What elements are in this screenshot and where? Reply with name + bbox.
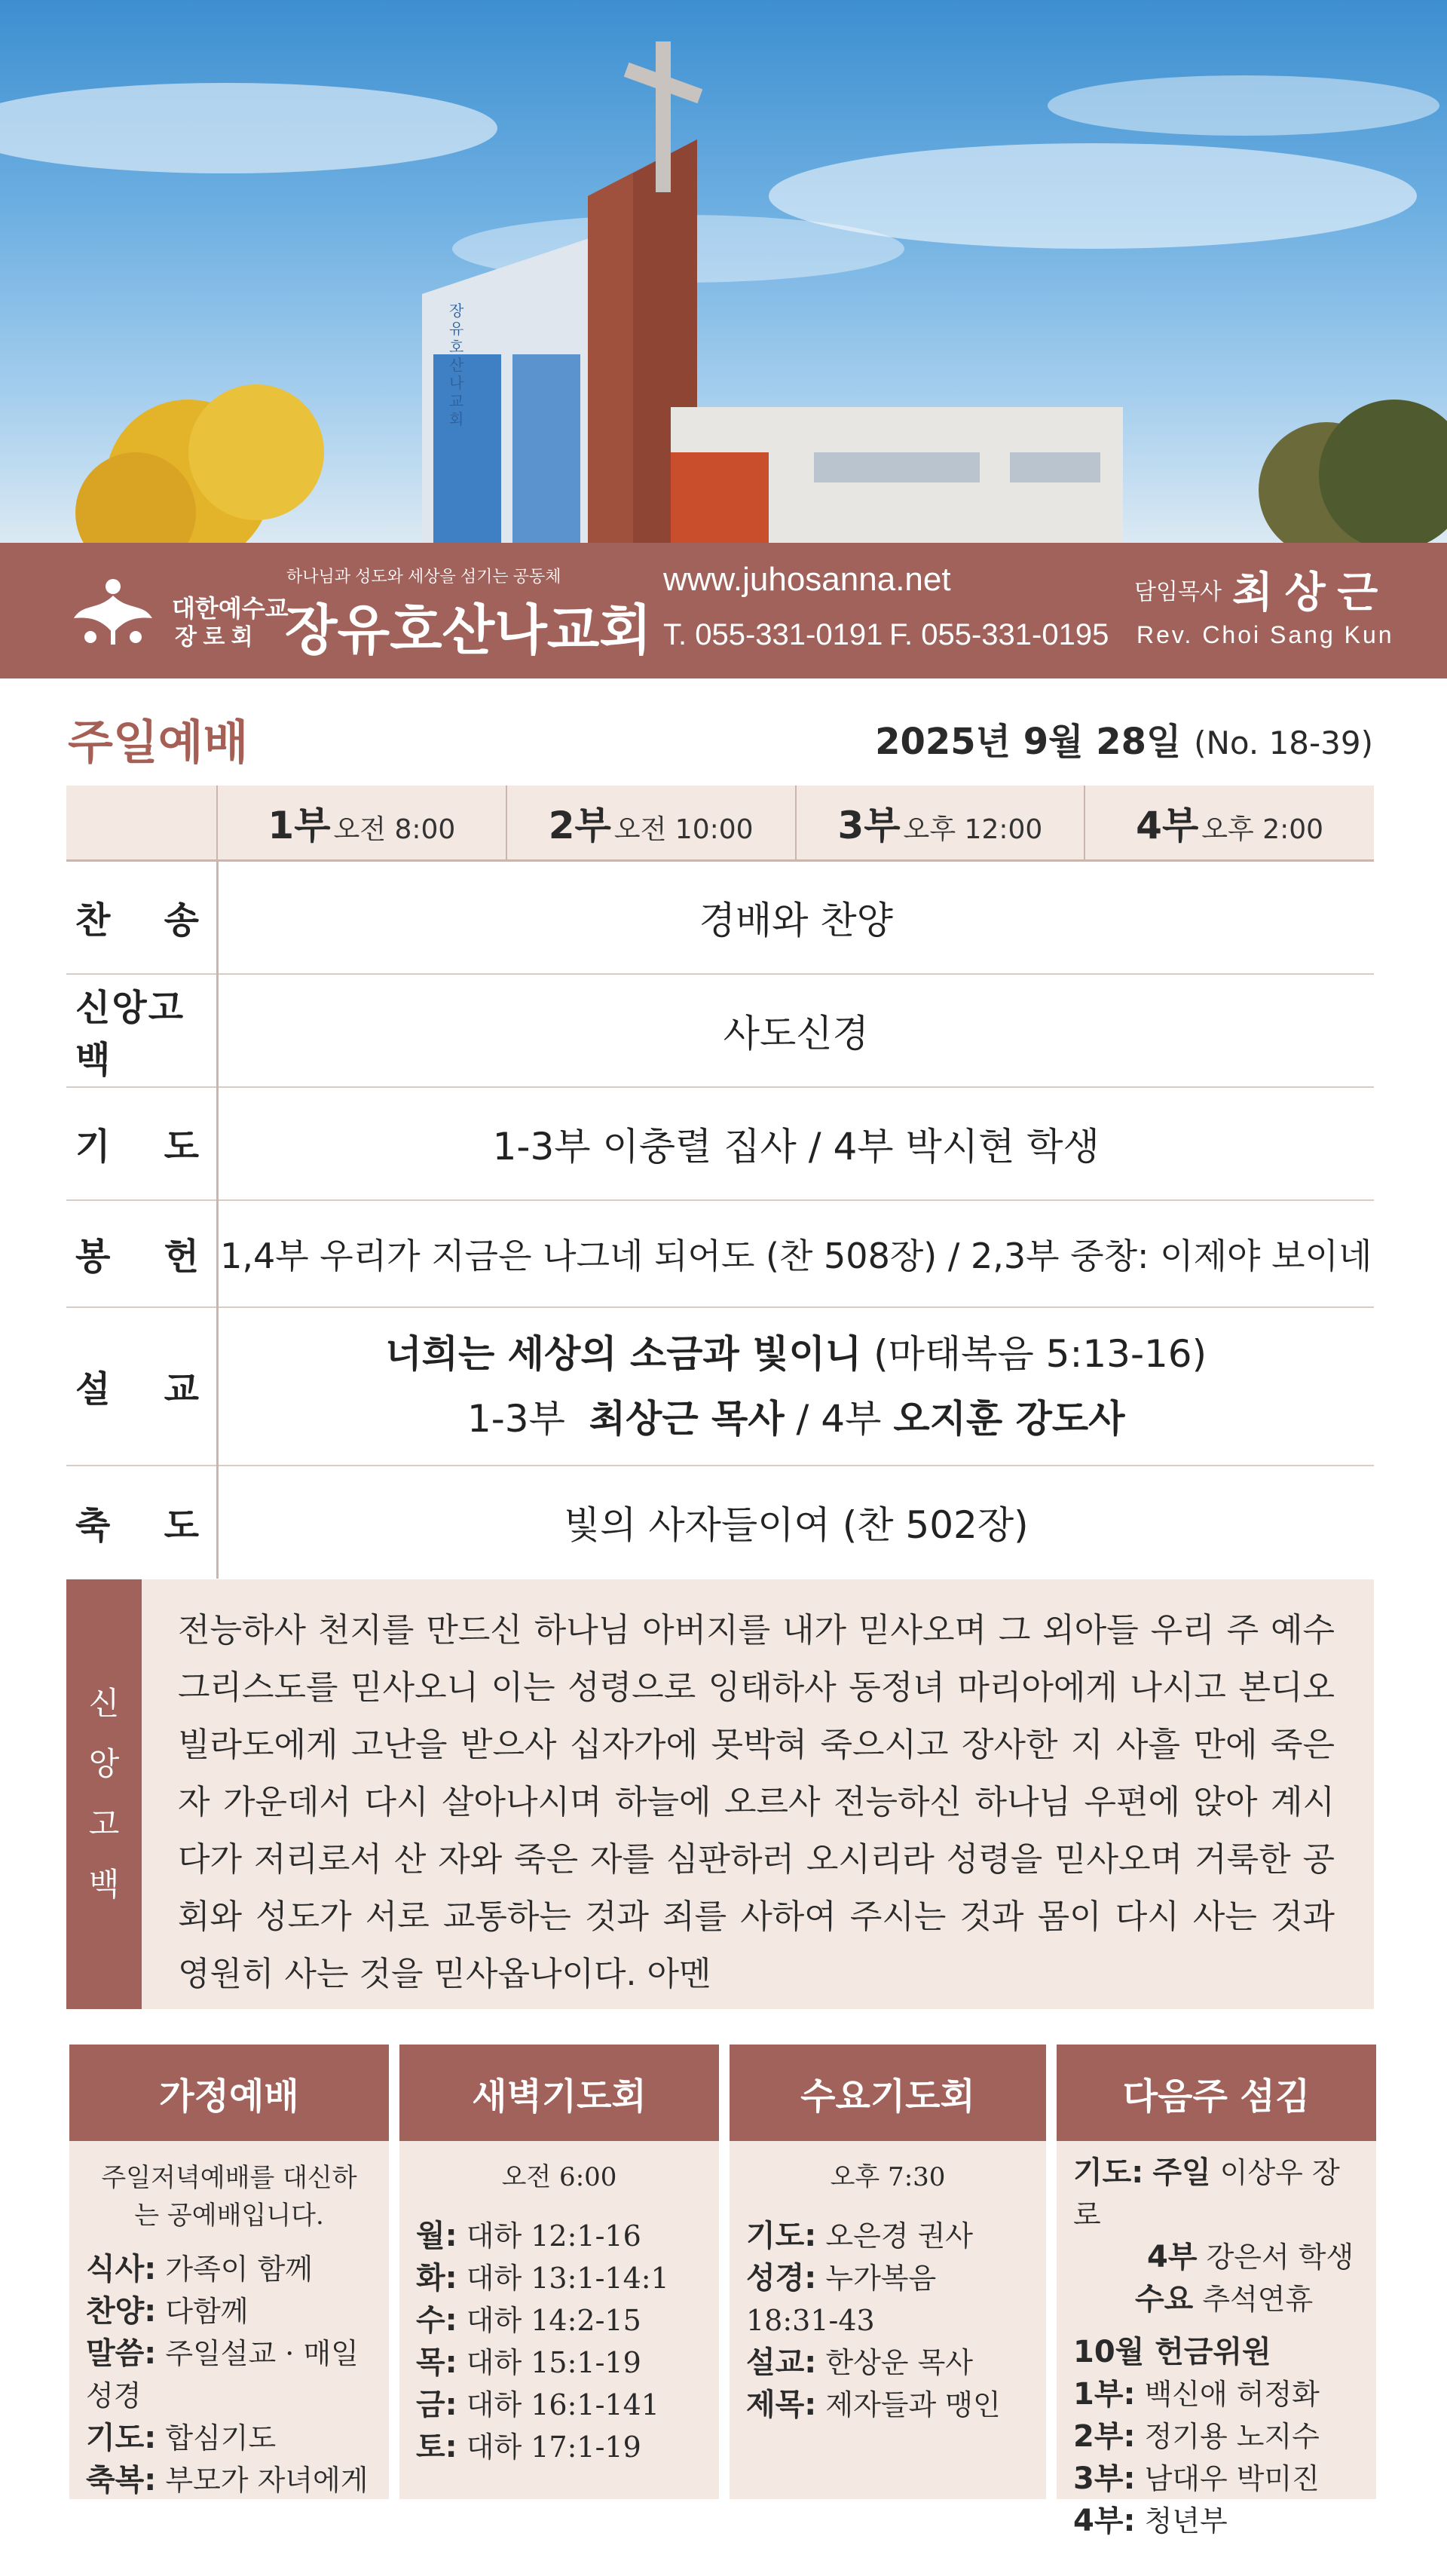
worship-order-table — [66, 786, 1374, 1579]
creed-text: 전능하사 천지를 만드신 하나님 아버지를 내가 믿사오며 그 외아들 우리 주 예수 그리스도를 믿사오니 이는 성령으로 잉태하사 동정녀 마리아에게 나시고 본디오 빌라도에게 고난을 받으사 십자가에 못박혀 죽으시고 장사한 지 사흘 만에 죽은 자 가운데서 다시 살아나시며 하늘에 오르사 전능하신 하나님 우편에 앉아 계시다가 저리로서 산 자와 죽은 자를 심판하러 오시리라 성령을 믿사오며 거룩한 공회와 성도가 서로 교통하는 것과 죄를 사하여 주시는 것과 몸이 다시 사는 것과 영원히 사는 것을 믿사옵나이다. 아멘 — [178, 1611, 1335, 1993]
row-creed — [66, 974, 1374, 1087]
home-item: 찬양: 다함께 — [86, 2294, 249, 2329]
church-building-photo — [0, 0, 1447, 543]
row-benediction-value: 빛의 사자들이여 (찬 502장) — [563, 1503, 1029, 1547]
home-item: 식사: 가족이 함께 — [86, 2252, 313, 2287]
dawn-prayer-title: 새벽기도회 — [399, 2045, 719, 2141]
sunday-service-title: 주일예배 — [68, 715, 249, 770]
service-2-header: 2부 오전 10:00 — [506, 786, 796, 861]
row-benediction-label: 축 도 — [66, 1466, 217, 1579]
church-website[interactable]: www.juhosanna.net — [663, 561, 951, 598]
sermon-scripture: (마태복음 5:13-16) — [873, 1331, 1207, 1376]
creed-side-label: 신 앙 고 백 — [66, 1579, 142, 2009]
next-week-service-box — [1057, 2045, 1376, 2538]
dawn-prayer-box — [399, 2045, 719, 2499]
next-week-title: 다음주 섬김 — [1057, 2045, 1376, 2141]
row-prayer — [66, 1087, 1374, 1200]
service-1-header: 1부 오전 8:00 — [217, 786, 506, 861]
bulletin-date — [875, 712, 1373, 764]
preacher-1: 최상근 목사 — [589, 1396, 785, 1441]
service-3-header: 3부 오후 12:00 — [796, 786, 1085, 861]
service-date: 2025년 9월 28일 — [875, 721, 1182, 763]
worship-times-header — [66, 786, 1374, 861]
row-offering-value: 1,4부 우리가 지금은 나그네 되어도 (찬 508장) / 2,3부 중창: 이제야 보이네 — [217, 1200, 1374, 1307]
apostles-creed-box — [66, 1579, 1374, 2009]
dawn-item: 월: 대하 12:1-16 — [416, 2219, 641, 2253]
row-hymn-value: 경배와 찬양 — [217, 861, 1374, 974]
row-hymn — [66, 861, 1374, 974]
wed-item: 설교: 한상운 목사 — [746, 2345, 973, 2380]
wednesday-prayer-title: 수요기도회 — [730, 2045, 1046, 2141]
row-creed-value: 사도신경 — [217, 974, 1374, 1087]
church-tagline: 하나님과 성도와 세상을 섬기는 공동체 — [286, 567, 561, 586]
home-worship-intro: 주일저녁예배를 대신하는 공예배입니다. — [101, 2163, 357, 2231]
row-hymn-label: 찬 송 — [66, 861, 217, 974]
offering-item: 1부: 백신애 허정화 — [1073, 2377, 1320, 2412]
church-name: 장유호산나교회 — [285, 601, 652, 661]
row-sermon-value — [217, 1307, 1374, 1466]
offering-item: 2부: 정기용 노지수 — [1073, 2419, 1320, 2454]
offering-item: 3부: 남대우 박미진 — [1073, 2461, 1320, 2496]
row-prayer-value: 1-3부 이충렬 집사 / 4부 박시현 학생 — [217, 1087, 1374, 1200]
church-fax: F. 055-331-0195 — [889, 618, 1109, 651]
row-offering-label: 봉 헌 — [66, 1200, 217, 1307]
pastor-name: 최 상 근 — [1232, 568, 1378, 616]
dawn-item: 토: 대하 17:1-19 — [416, 2430, 641, 2464]
home-worship-title: 가정예배 — [69, 2045, 389, 2141]
dawn-item: 수: 대하 14:2-15 — [416, 2303, 641, 2338]
home-item: 기도: 합심기도 — [86, 2421, 277, 2455]
dawn-prayer-time: 오전 6:00 — [501, 2162, 617, 2192]
church-header-band — [0, 543, 1447, 678]
row-sermon — [66, 1307, 1374, 1466]
pastor-english-name: Rev. Choi Sang Kun — [1136, 621, 1394, 648]
home-worship-box — [69, 2045, 389, 2499]
pastor-title: 담임목사 — [1134, 580, 1222, 605]
row-sermon-label: 설 교 — [66, 1307, 217, 1466]
wednesday-prayer-time: 오후 7:30 — [830, 2162, 946, 2192]
row-prayer-label: 기 도 — [66, 1087, 217, 1200]
row-benediction — [66, 1466, 1374, 1579]
wed-item: 성경: 누가복음 18:31-43 — [746, 2261, 937, 2337]
row-offering — [66, 1200, 1374, 1307]
sermon-title-line — [219, 1322, 1374, 1386]
church-phone: T. 055-331-0191 — [663, 618, 883, 651]
bulletin-number: (No. 18-39) — [1194, 724, 1373, 761]
offering-item: 4부: 청년부 — [1073, 2504, 1228, 2538]
denomination-line2: 장 로 회 — [175, 625, 253, 650]
next-prayer-line: 기도: 주일 이상우 장로 — [1073, 2155, 1340, 2231]
church-building-illustration — [0, 0, 1447, 543]
wednesday-prayer-box — [730, 2045, 1046, 2499]
header-blank — [66, 786, 217, 861]
wed-item: 제목: 제자들과 맹인 — [746, 2388, 1001, 2422]
next-prayer-line: 4부 강은서 학생 — [1147, 2240, 1354, 2274]
dawn-item: 화: 대하 13:1-14:1 — [416, 2261, 669, 2296]
next-prayer-line: 수요 추석연휴 — [1135, 2282, 1314, 2317]
wed-item: 기도: 오은경 권사 — [746, 2219, 973, 2253]
building-sign: 장유호산나교회 — [449, 302, 464, 428]
sermon-title: 너희는 세상의 소금과 빛이니 — [385, 1331, 862, 1376]
sermon-preachers-line: 1-3부 최상근 목사 / 4부 오지훈 강도사 — [467, 1396, 1125, 1441]
home-item: 축복: 부모가 자녀에게 — [86, 2463, 369, 2498]
dawn-item: 금: 대하 16:1-141 — [416, 2388, 659, 2422]
preacher-2: 오지훈 강도사 — [893, 1396, 1125, 1441]
home-item: 말씀: 주일설교 · 매일성경 — [86, 2336, 359, 2412]
dawn-item: 목: 대하 15:1-19 — [416, 2345, 641, 2380]
offering-committee-title: 10월 헌금위원 — [1073, 2335, 1271, 2369]
row-creed-label: 신앙고백 — [66, 974, 217, 1087]
church-logo-icon — [68, 573, 158, 648]
service-4-header: 4부 오후 2:00 — [1084, 786, 1374, 861]
denomination-line1: 대한예수교 — [172, 595, 289, 622]
